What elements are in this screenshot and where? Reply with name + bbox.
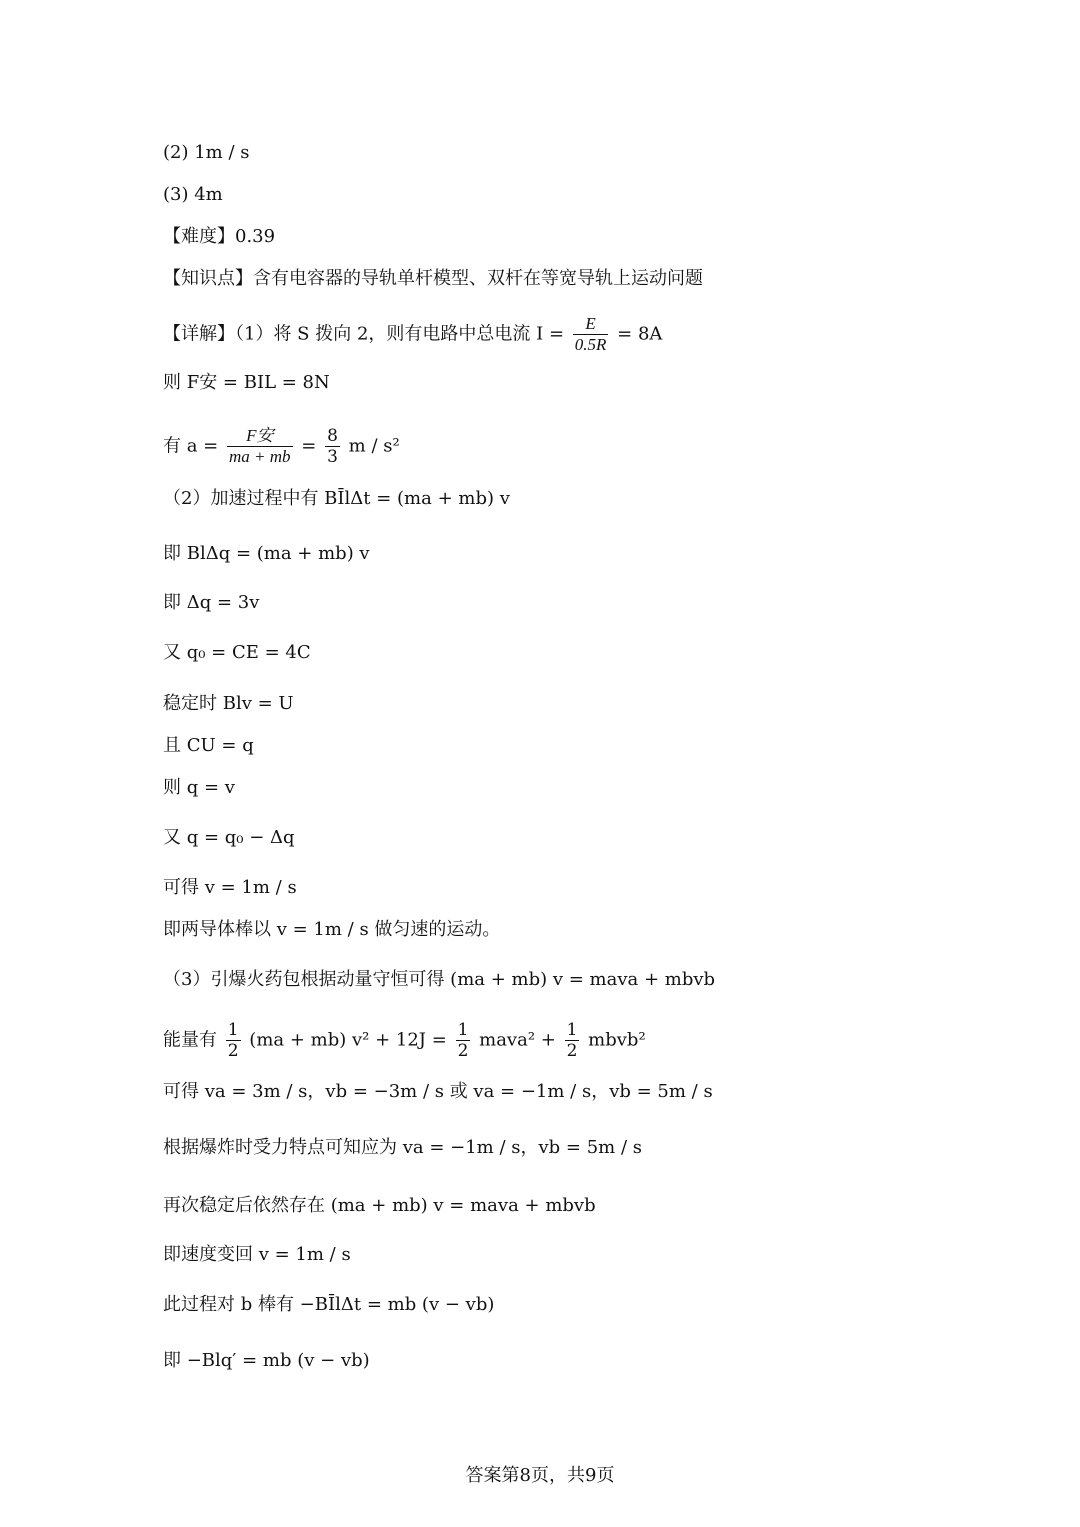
numerator: 8 [327,426,338,446]
difficulty: 【难度】0.39 [163,226,276,247]
numerator: 1 [566,1020,578,1040]
energy-equation [163,1020,646,1061]
knowledge-point: 【知识点】含有电容器的导轨单杆模型、双杆在等宽导轨上运动问题 [163,268,703,289]
acceleration [163,426,400,467]
text: mbvb² [588,1029,646,1051]
conclusion-2: 即两导体棒以 v = 1m / s 做匀速的运动。 [163,919,501,940]
eq-v-result: 可得 v = 1m / s [163,877,297,898]
fraction [227,426,293,467]
fraction [565,1020,580,1061]
detail-step-1 [163,314,662,355]
text: (ma + mb) v² + 12J = [249,1029,447,1051]
numerator: E [573,314,609,335]
velocity-choice: 根据爆炸时受力特点可知应为 va = −1m / s，vb = 5m / s [163,1137,642,1158]
denominator: 2 [566,1041,578,1061]
text: = [301,435,317,457]
answer-2: (2) 1m / s [163,142,250,163]
numerator: F安 [227,426,293,447]
impulse-charge-b: 即 −Blq′ = mb (v − vb) [163,1350,370,1371]
eq-q0: 又 q₀ = CE = 4C [163,642,311,663]
denominator: 0.5R [574,335,607,354]
eq-delta-q: 即 Δq = 3v [163,592,260,613]
fraction [226,1020,241,1061]
denominator: 2 [227,1041,239,1061]
eq-q-v: 则 q = v [163,777,235,798]
text: 能量有 [163,1029,217,1051]
answer-3: (3) 4m [163,184,223,205]
denominator: ma + mb [229,447,291,466]
ampere-force: 则 F安 = BIL = 8N [163,372,330,393]
text: m / s² [348,435,400,457]
impulse-b: 此过程对 b 棒有 −BĪlΔt = mb (v − vb) [163,1294,495,1315]
eq-steady: 稳定时 Blv = U [163,693,294,714]
eq-charge: 即 BlΔq = (ma + mb) v [163,543,370,564]
text: 有 a = [163,435,219,457]
numerator: 1 [457,1020,469,1040]
denominator: 3 [327,447,338,467]
re-steady: 再次稳定后依然存在 (ma + mb) v = mava + mbvb [163,1195,596,1216]
velocity-solutions: 可得 va = 3m / s，vb = −3m / s 或 va = −1m / s，vb = 5m / s [163,1081,713,1102]
text: = 8A [617,323,663,345]
text: mava² + [479,1029,556,1051]
page-footer: 答案第8页，共9页 [465,1465,615,1486]
eq-cu: 且 CU = q [163,735,254,756]
numerator: 1 [227,1020,239,1040]
step-3-heading: （3）引爆火药包根据动量守恒可得 (ma + mb) v = mava + mbvb [163,969,716,990]
denominator: 2 [457,1041,469,1061]
fraction [573,314,609,355]
fraction [456,1020,471,1061]
fraction [325,426,340,467]
velocity-back: 即速度变回 v = 1m / s [163,1244,351,1265]
text: 【详解】（1）将 S 拨向 2，则有电路中总电流 I = [163,323,565,345]
eq-q-balance: 又 q = q₀ − Δq [163,827,295,848]
step-2-heading: （2）加速过程中有 BĪlΔt = (ma + mb) v [163,488,510,509]
